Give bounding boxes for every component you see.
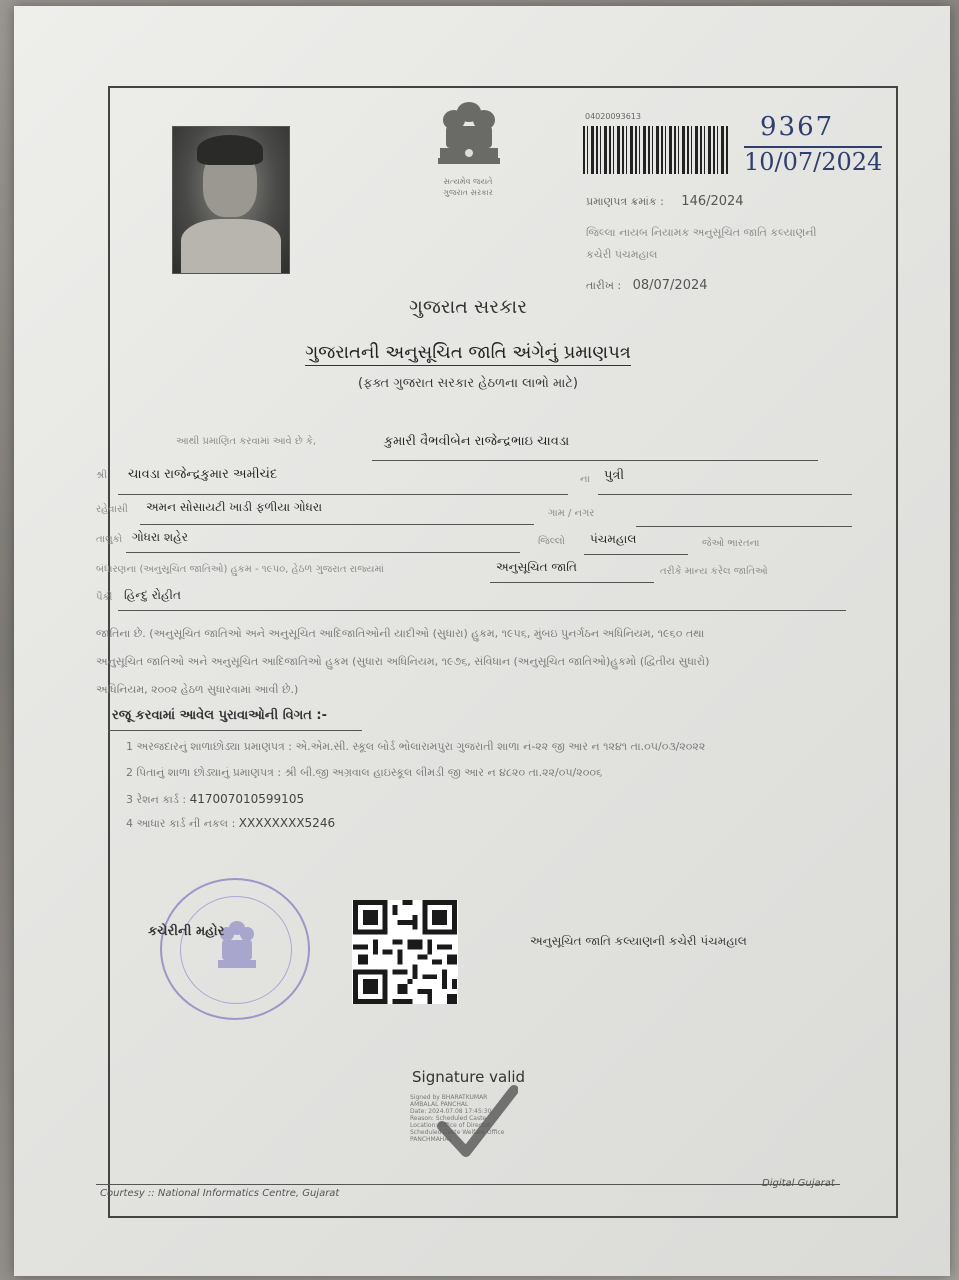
footer-line bbox=[96, 1184, 840, 1185]
sig-line: Scheduled Caste Welfare Office bbox=[410, 1129, 505, 1136]
office-line-1: જિલ્લા નાયબ નિયામક અનુસૂચિત જાતિ કલ્યાણની bbox=[586, 226, 817, 239]
barcode-number: 04020093613 bbox=[585, 112, 641, 121]
signature-status: Signature valid bbox=[412, 1068, 526, 1086]
digital-gujarat-text: Digital Gujarat bbox=[762, 1178, 835, 1189]
office-seal-label: કચેરીની મહોર bbox=[148, 924, 225, 939]
father-name: ચાવડા રાજેન્દ્રકુમાર અમીચંદ bbox=[128, 467, 278, 482]
cert-number: 146/2024 bbox=[681, 194, 744, 209]
taluka: ગોધરા શહેર bbox=[132, 530, 188, 544]
emblem-government: ગુજરાત સરકાર bbox=[443, 188, 493, 197]
office-seal bbox=[160, 878, 310, 1020]
certificate-subtitle: (ફક્ત ગુજરાત સરકાર હેઠળના લાભો માટે) bbox=[358, 376, 578, 391]
barcode bbox=[583, 126, 729, 174]
evidence-value: 417007010599105 bbox=[189, 792, 305, 806]
relation: પુત્રી bbox=[604, 468, 625, 483]
cert-number-label: પ્રમાણપત્ર ક્રમાંક : bbox=[586, 195, 664, 208]
recognized-text: તરીકે માન્ય કરેલ જાતિઓ bbox=[660, 566, 768, 577]
photo-hair bbox=[197, 135, 263, 165]
government-title: ગુજરાત સરકાર bbox=[408, 296, 528, 318]
handwritten-number: 9367 bbox=[760, 112, 835, 142]
district-label: જિલ્લો bbox=[538, 536, 565, 547]
resident-label: રહેવાસી bbox=[96, 504, 128, 515]
caste-prefix: પૈકી bbox=[96, 592, 113, 603]
evidence-label: 1 અરજદારનું શાળાછોડ્યા પ્રમાણપત્ર : bbox=[126, 740, 293, 753]
courtesy-text: Courtesy :: National Informatics Centre, Gujarat bbox=[100, 1188, 340, 1199]
shri-label: શ્રી bbox=[96, 470, 108, 481]
candidate-name: કુમારી વૈભવીબેન રાજેન્દ્રભાઇ ચાવડા bbox=[384, 434, 570, 449]
cert-number-row bbox=[586, 194, 744, 209]
village-line bbox=[636, 526, 852, 527]
evidence-item bbox=[126, 816, 335, 831]
village-label: ગામ / નગર bbox=[548, 508, 595, 519]
order-text: બંધારણના (અનુસૂચિત જાતિઓ) હુકમ - ૧૯૫૦, હેઠળ ગુજરાત રાજ્યમાં bbox=[96, 564, 384, 575]
caste: હિન્દુ રોહીત bbox=[124, 588, 181, 602]
qr-code bbox=[352, 900, 458, 1004]
sig-line: PANCHMAHAL bbox=[410, 1136, 452, 1143]
evidence-heading: રજૂ કરવામાં આવેલ પુરાવાઓની વિગત :- bbox=[112, 708, 327, 723]
na-label: ના bbox=[580, 474, 590, 485]
issue-date: 08/07/2024 bbox=[632, 278, 708, 293]
taluka-label: તાલુકો bbox=[96, 534, 123, 545]
evidence-heading-underline bbox=[108, 730, 362, 731]
signature-check-icon bbox=[436, 1082, 518, 1162]
evidence-value: એ.એમ.સી. સ્કૂલ બોર્ડ ભોલારામપુરા ગુજરાતી શાળા નં-૨૨ જી આર ન ૧૨૪૧ તા.૦૫/૦૩/૨૦૨૨ bbox=[295, 740, 706, 753]
evidence-label: 2 પિતાનું શાળા છોડ્યાનું પ્રમાણપત્ર : bbox=[126, 766, 282, 779]
emblem-motto: સત્યમેવ જયતે bbox=[443, 177, 493, 186]
evidence-value: શ્રી બી.જી અગ્રવાલ હાઇસ્કૂલ લીમડી જી આર ન ૪૮૨૦ તા.૨૨/૦૫/૨૦૦૬ bbox=[284, 766, 603, 779]
sig-line: Signed by BHARATKUMAR bbox=[410, 1094, 488, 1101]
certificate-title bbox=[0, 342, 936, 363]
office-address bbox=[586, 222, 817, 266]
relation-line bbox=[598, 494, 852, 495]
father-name-line bbox=[118, 494, 568, 495]
evidence-label: 4 આધાર કાર્ડ ની નકલ : bbox=[126, 817, 236, 830]
candidate-name-line bbox=[372, 460, 818, 461]
district-line bbox=[584, 554, 688, 555]
office-line-2: કચેરી પંચમહાલ bbox=[586, 248, 658, 261]
issue-date-row bbox=[586, 278, 708, 293]
evidence-value: XXXXXXXX5246 bbox=[238, 816, 336, 830]
applicant-photo bbox=[172, 126, 290, 274]
category: અનુસૂચિત જાતિ bbox=[496, 560, 577, 574]
district: પંચમહાલ bbox=[590, 532, 637, 546]
evidence-item bbox=[126, 792, 304, 807]
legal-line-2: અનુસૂચિત જાતિઓ અને અનુસૂચિત આદિજાતિઓ હુકમ (સુધારા અધિનિયમ, ૧૯૭૬, સંવિધાન (અનુસૂચિત જાતિઓ)હુકમો (દ્વિતીય સુધારો) bbox=[96, 655, 710, 668]
evidence-item bbox=[126, 766, 602, 780]
certify-label: આથી પ્રમાણિત કરવામાં આવે છે કે, bbox=[176, 436, 317, 447]
sig-line: Date: 2024.07.08 17:45:30 bbox=[410, 1108, 492, 1115]
photo-body bbox=[181, 219, 281, 273]
legal-line-3: અધિનિયમ, ૨૦૦૨ હેઠળ સુધારવામાં આવી છે.) bbox=[96, 683, 299, 696]
category-line bbox=[490, 582, 654, 583]
legal-paragraph bbox=[96, 620, 836, 704]
evidence-label: 3 રેશન કાર્ડ : bbox=[126, 793, 187, 806]
address-line bbox=[140, 524, 534, 525]
sig-line: AMBALAL PANCHAL bbox=[410, 1101, 469, 1108]
sig-line: Reason: Scheduled Caste bbox=[410, 1115, 487, 1122]
certificate-title-text: ગુજરાતની અનુસૂચિત જાતિ અંગેનું પ્રમાણપત્ર bbox=[305, 342, 631, 366]
handwritten-date: 10/07/2024 bbox=[744, 148, 883, 176]
office-name: અનુસૂચિત જાતિ કલ્યાણની કચેરી પંચમહાલ bbox=[530, 934, 747, 948]
caste-line bbox=[118, 610, 846, 611]
address: અમન સોસાયટી ખાડી ફળીયા ગોધરા bbox=[146, 500, 323, 514]
issue-date-label: તારીખ : bbox=[586, 279, 622, 292]
evidence-item bbox=[126, 740, 705, 754]
legal-line-1: જાતિના છે. (અનુસૂચિત જાતિઓ અને અનુસૂચિત આદિજાતિઓની યાદીઓ (સુધારા) હુકમ, ૧૯૫૬, મુંબઇ પુનર્ગઠન અધિનિયમ, ૧૯૬૦ તથા bbox=[96, 627, 705, 640]
emblem-caption bbox=[402, 176, 534, 198]
state-label: જેઓ ભારતના bbox=[702, 538, 760, 549]
sig-line: Location: Office of Director bbox=[410, 1122, 491, 1129]
taluka-line bbox=[126, 552, 520, 553]
